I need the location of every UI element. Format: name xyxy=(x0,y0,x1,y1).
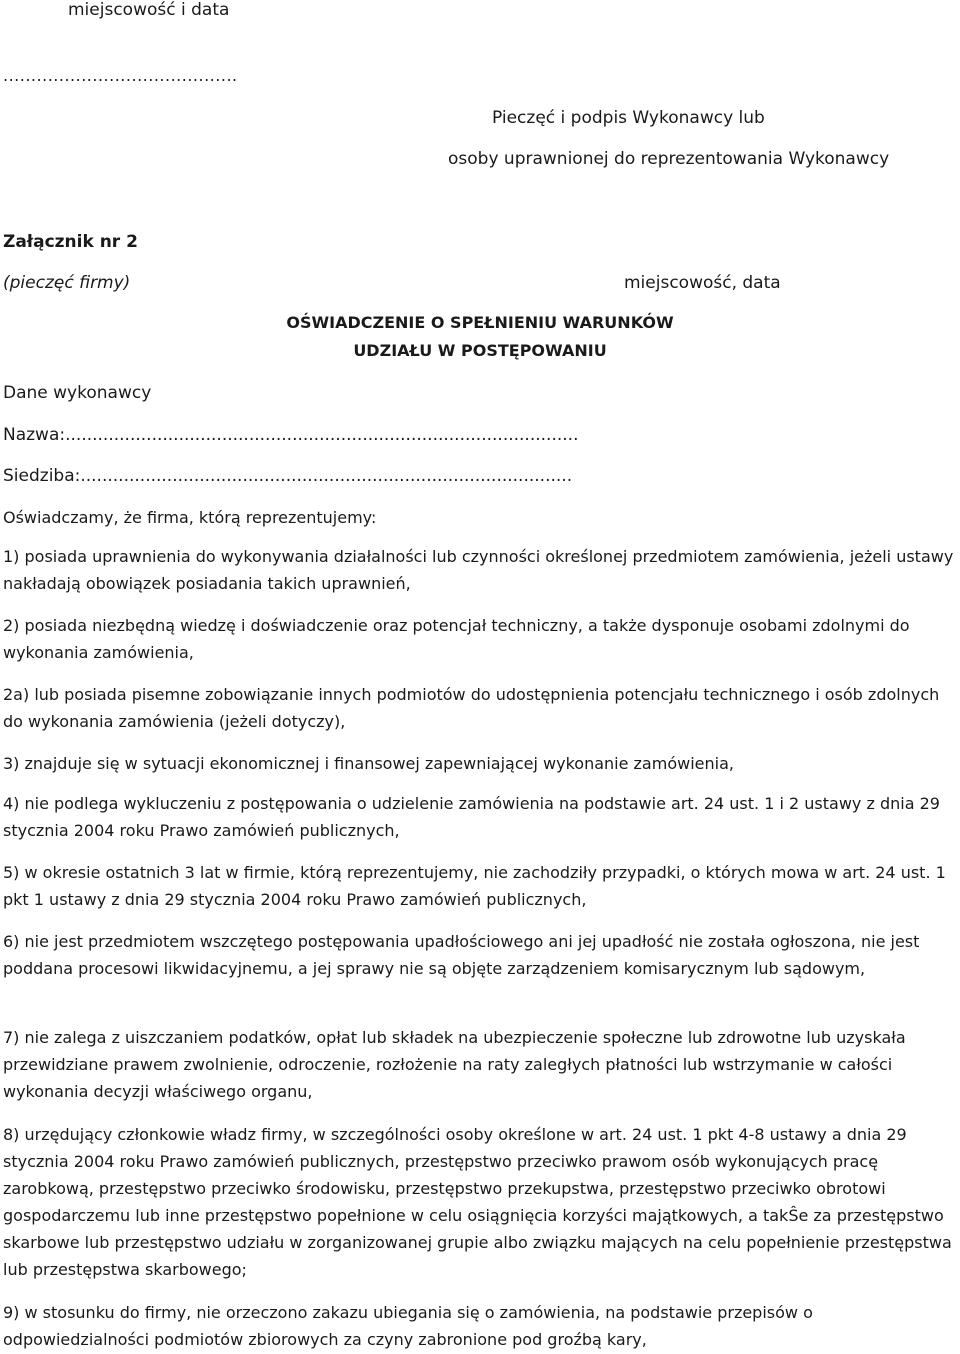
company-stamp-label: (pieczęć firmy) xyxy=(3,273,131,293)
place-date-top: miejscowość i data xyxy=(68,0,230,20)
declaration-item-9: 9) w stosunku do firmy, nie orzeczono zakazu ubiegania się o zamówienia, na podstawie przepisów o odpowiedzialności podmiotów zbiorowych za czyny zabronione pod groźbą kary, xyxy=(3,1303,813,1349)
signature-dots: .......................................... xyxy=(3,66,238,85)
declaration-item-2a: 2a) lub posiada pisemne zobowiązanie innych podmiotów do udostępnienia potencjału technicznego i osób zdolnych do wykonania zamówienia (jeżeli dotyczy), xyxy=(3,685,940,731)
contractor-name-field: Nazwa:............................................................................................... xyxy=(3,425,579,445)
declaration-item-6: 6) nie jest przedmiotem wszczętego postępowania upadłościowego ani jej upadłość nie została ogłoszona, nie jest poddana procesowi likwidacyjnemu, a jej sprawy nie są objęte zarządzeniem komisarycznym lub sądowym, xyxy=(3,932,920,978)
declaration-item-7: 7) nie zalega z uiszczaniem podatków, opłat lub składek na ubezpieczenie społeczne lub zdrowotne lub uzyskała przewidziane prawem zwolnienie, odroczenie, rozłożenie na raty zaległych płatności lub wstrzymanie w całości wykonania decyzji właściwego organu, xyxy=(3,1028,906,1101)
contractor-heading: Dane wykonawcy xyxy=(3,383,152,403)
declaration-item-2: 2) posiada niezbędną wiedzę i doświadczenie oraz potencjał techniczny, a także dysponuje osobami zdolnymi do wykonania zamówienia, xyxy=(3,616,910,662)
stamp-caption-1: Pieczęć i podpis Wykonawcy lub xyxy=(492,108,765,128)
declaration-item-3: 3) znajduje się w sytuacji ekonomicznej i finansowej zapewniającej wykonanie zamówienia, xyxy=(3,754,734,773)
annex-label: Załącznik nr 2 xyxy=(3,232,138,252)
stamp-caption-2: osoby uprawnionej do reprezentowania Wykonawcy xyxy=(448,149,890,169)
declaration-item-1: 1) posiada uprawnienia do wykonywania działalności lub czynności określonej przedmiotem zamówienia, jeżeli ustawy nakładają obowiązek posiadania takich uprawnień, xyxy=(3,547,954,593)
declaration-intro: Oświadczamy, że firma, którą reprezentujemy: xyxy=(3,508,377,527)
contractor-seat-field: Siedziba:........................................................................................... xyxy=(3,466,573,486)
place-date-label: miejscowość, data xyxy=(624,273,781,293)
declaration-item-4: 4) nie podlega wykluczeniu z postępowania o udzielenie zamówienia na podstawie art. 24 ust. 1 i 2 ustawy z dnia 29 stycznia 2004 roku Prawo zamówień publicznych, xyxy=(3,794,940,840)
declaration-item-5: 5) w okresie ostatnich 3 lat w firmie, którą reprezentujemy, nie zachodziły przypadki, o których mowa w art. 24 ust. 1 pkt 1 ustawy z dnia 29 stycznia 2004 roku Prawo zamówień publicznych, xyxy=(3,863,946,909)
declaration-item-8: 8) urzędujący członkowie władz firmy, w szczególności osoby określone w art. 24 ust. 1 pkt 4-8 ustawy a dnia 29 stycznia 2004 roku Prawo zamówień publicznych, przestępstwo przeciwko prawom osób wykonujących pracę zarobkową, przestępstwo przeciwko środowisku, przestępstwo przekupstwa, przestępstwo przeciwko obrotowi gospodarczemu lub inne przestępstwo popełnione w celu osiągnięcia korzyści majątkowych, a takŜe za przestępstwo skarbowe lub przestępstwo udziału w zorganizowanej grupie albo związku mających na celu popełnienie przestępstwa lub przestępstwa skarbowego; xyxy=(3,1125,952,1279)
title-line-2: UDZIAŁU W POSTĘPOWANIU xyxy=(353,341,607,360)
title-line-1: OŚWIADCZENIE O SPEŁNIENIU WARUNKÓW xyxy=(286,313,674,332)
